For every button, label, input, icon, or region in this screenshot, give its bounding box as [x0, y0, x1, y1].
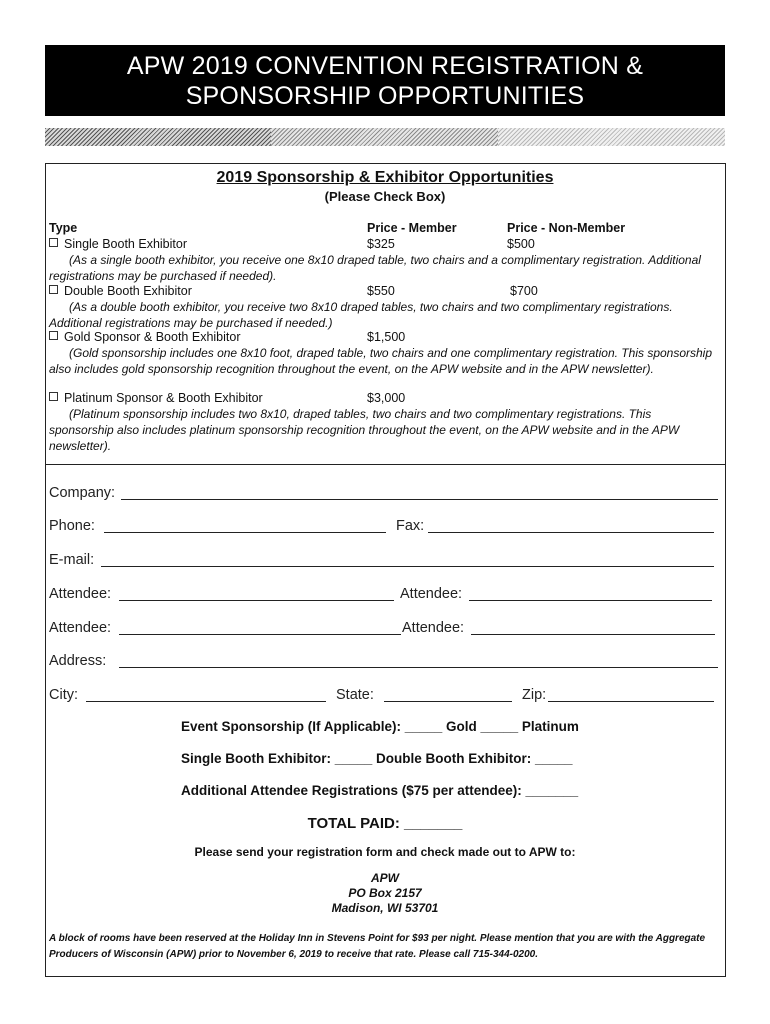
zip-label: Zip: — [522, 687, 547, 703]
hotel-note: A block of rooms have been reserved at the Holiday Inn in Stevens Point for $93 per night. Please mention that you are with the Aggregate Producers of Wisconsin (APW) prior to November 6, 2019 to receive that rate. Please call 715-344-0200. — [49, 933, 706, 960]
title-line-1: APW 2019 CONVENTION REGISTRATION & — [126, 52, 644, 80]
section-divider — [45, 464, 726, 465]
column-header-member: Price - Member — [367, 221, 457, 235]
mailing-instruction: Please send your registration form and check made out to APW to: — [194, 845, 576, 859]
address-field[interactable] — [119, 667, 718, 668]
column-header-nonmember: Price - Non-Member — [507, 221, 626, 235]
decorative-stripe — [271, 128, 498, 146]
option-description: (Gold sponsorship includes one 8x10 foot, draped table, two chairs and one complimentary registration. This sponsorship also includes gold sponsorship recognition throughout the event, on the APW website and in the APW newsletter). — [49, 346, 713, 376]
mailing-po-box: PO Box 2157 — [348, 886, 422, 900]
option-platinum-sponsor[interactable]: Platinum Sponsor & Booth Exhibitor — [49, 391, 263, 405]
option-double-booth[interactable]: Double Booth Exhibitor — [49, 284, 192, 298]
email-label: E-mail: — [49, 552, 95, 568]
phone-label: Phone: — [49, 518, 95, 534]
section-subtitle: (Please Check Box) — [324, 189, 446, 204]
company-field[interactable] — [121, 499, 718, 500]
additional-attendee-line[interactable]: Additional Attendee Registrations ($75 per attendee): _______ — [181, 783, 579, 798]
checkbox[interactable] — [49, 331, 58, 340]
price-member: $325 — [367, 237, 395, 251]
state-field[interactable] — [384, 701, 512, 702]
option-description: (As a single booth exhibitor, you receive one 8x10 draped table, two chairs and a complimentary registration. Additional registrations may be purchased if needed). — [49, 253, 701, 283]
title-banner — [45, 45, 725, 116]
column-header-type: Type — [49, 221, 78, 235]
attendee-field[interactable] — [119, 634, 401, 635]
mailing-name: APW — [371, 871, 399, 885]
attendee-label: Attendee: — [49, 620, 112, 636]
option-description: (Platinum sponsorship includes two 8x10, draped tables, two chairs and two complimentary registrations. This sponsorship also includes platinum sponsorship recognition throughout the event, on the APW website and in the APW newsletter). — [49, 407, 680, 453]
attendee-label: Attendee: — [402, 620, 465, 636]
fax-label: Fax: — [396, 518, 425, 534]
price-member: $3,000 — [367, 391, 406, 405]
attendee-field[interactable] — [469, 600, 712, 601]
checkbox[interactable] — [49, 392, 58, 401]
zip-field[interactable] — [548, 701, 714, 702]
attendee-label: Attendee: — [400, 586, 463, 602]
fax-field[interactable] — [428, 532, 714, 533]
total-paid[interactable]: TOTAL PAID: _______ — [307, 815, 463, 832]
option-gold-sponsor[interactable]: Gold Sponsor & Booth Exhibitor — [49, 330, 241, 344]
city-field[interactable] — [86, 701, 326, 702]
attendee-field[interactable] — [119, 600, 394, 601]
phone-field[interactable] — [104, 532, 386, 533]
title-line-2: SPONSORSHIP OPPORTUNITIES — [185, 82, 585, 110]
booth-exhibitor-line[interactable]: Single Booth Exhibitor: _____ Double Booth Exhibitor: _____ — [181, 751, 573, 766]
email-field[interactable] — [101, 566, 714, 567]
attendee-label: Attendee: — [49, 586, 112, 602]
checkbox[interactable] — [49, 238, 58, 247]
price-member: $550 — [367, 284, 395, 298]
state-label: State: — [336, 687, 374, 703]
city-label: City: — [49, 687, 78, 703]
decorative-stripe — [498, 128, 725, 146]
mailing-city: Madison, WI 53701 — [331, 901, 439, 915]
option-single-booth[interactable]: Single Booth Exhibitor — [49, 237, 187, 251]
attendee-field[interactable] — [471, 634, 715, 635]
section-title: 2019 Sponsorship & Exhibitor Opportunities — [216, 169, 554, 186]
price-member: $1,500 — [367, 330, 406, 344]
price-nonmember: $700 — [510, 284, 538, 298]
checkbox[interactable] — [49, 285, 58, 294]
decorative-stripe — [45, 128, 271, 146]
address-label: Address: — [49, 653, 107, 669]
price-nonmember: $500 — [507, 237, 535, 251]
option-description: (As a double booth exhibitor, you receive two 8x10 draped tables, two chairs and two complimentary registrations. Additional registrations may be purchased if needed.) — [49, 300, 673, 330]
company-label: Company: — [49, 485, 116, 501]
event-sponsorship-line[interactable]: Event Sponsorship (If Applicable): _____ Gold _____ Platinum — [181, 719, 579, 734]
